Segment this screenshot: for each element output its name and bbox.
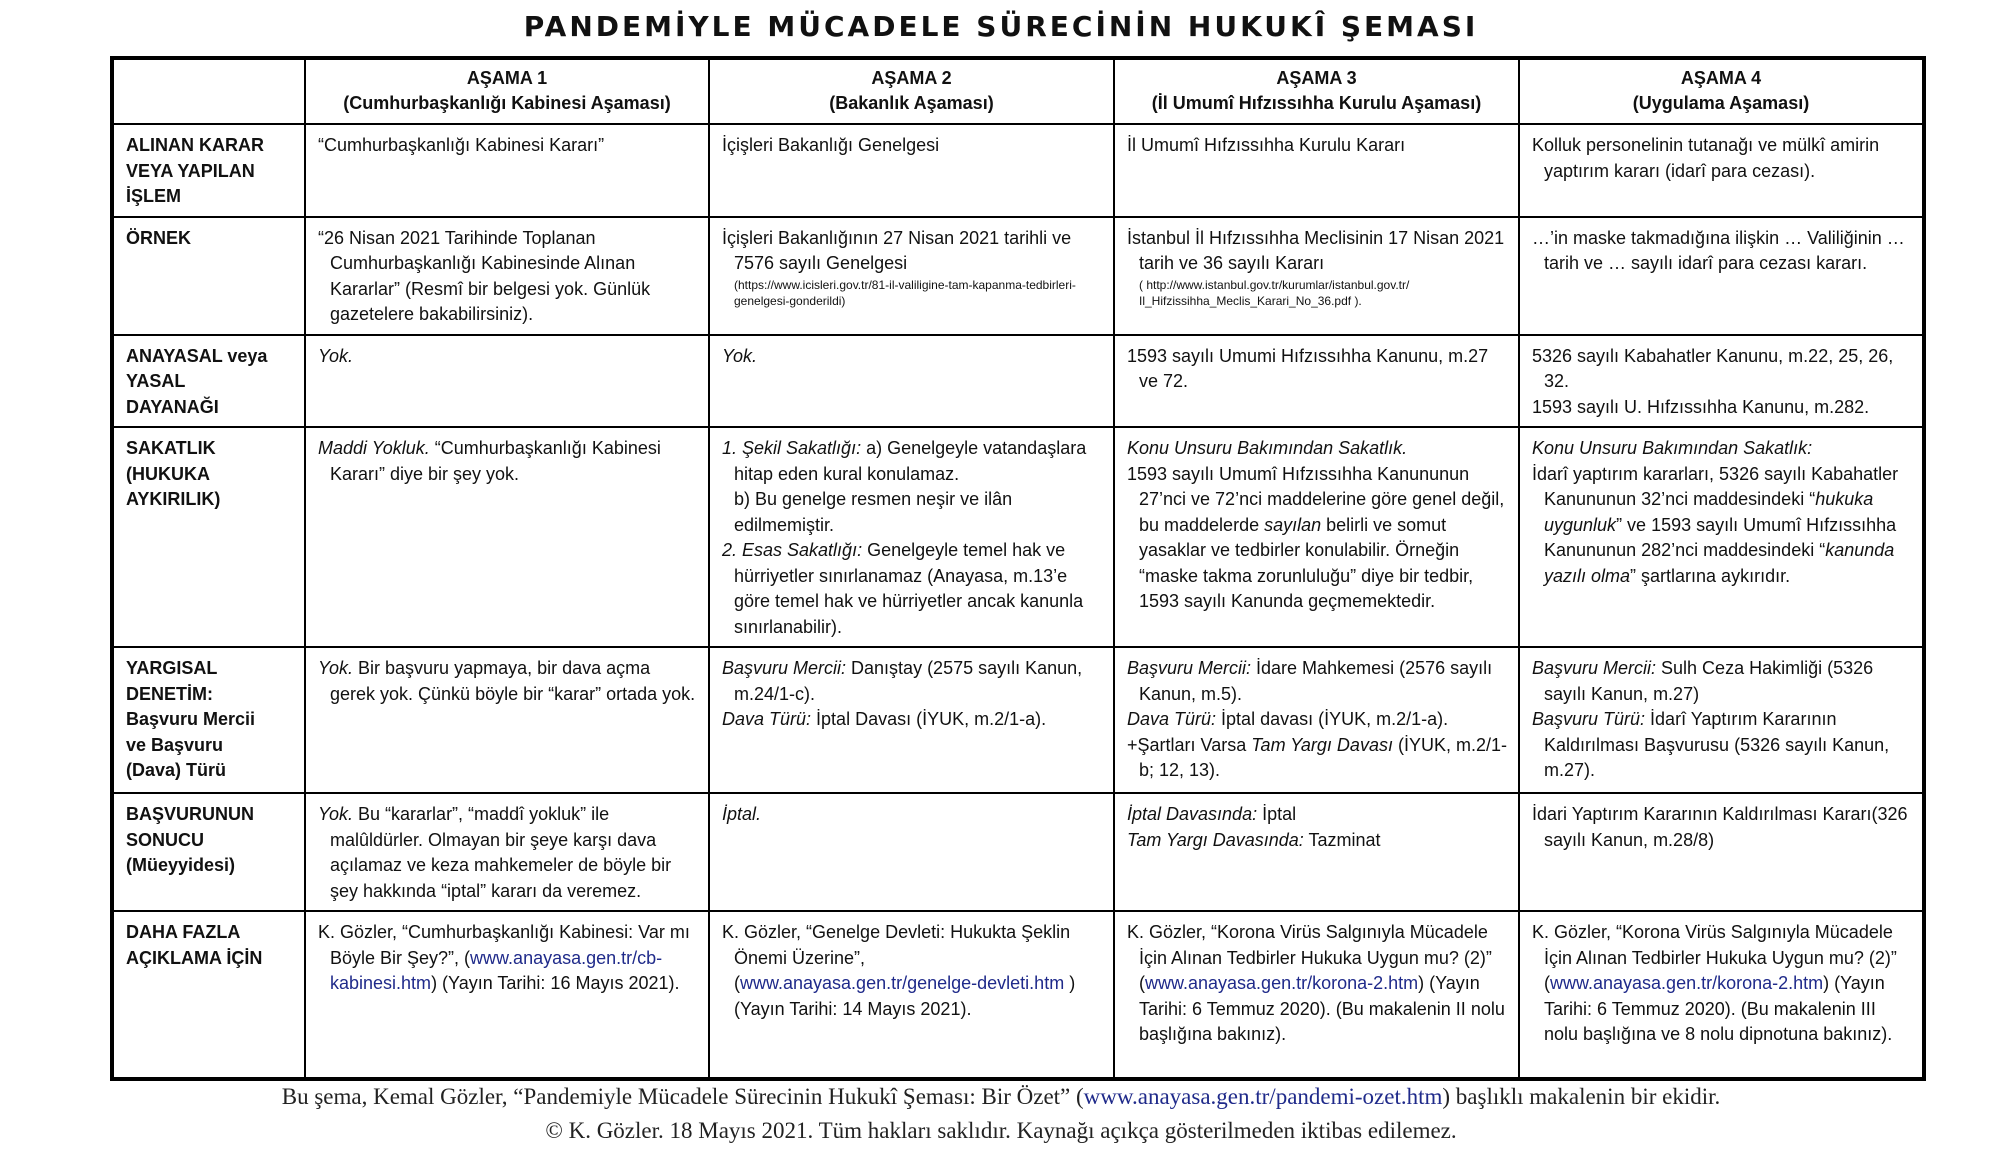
cell-legal-basis-stage-4: 5326 sayılı Kabahatler Kanunu, m.22, 25, 26, 32. 1593 sayılı U. Hıfzıssıhha Kanunu, m.282. [1519, 335, 1924, 428]
cell-outcome-stage-3: İptal Davasında: İptal Tam Yargı Davasında: Tazminat [1114, 793, 1519, 911]
reference-link[interactable]: www.anayasa.gen.tr/cb-kabinesi.htm [330, 947, 663, 993]
row-outcome [112, 793, 1924, 911]
row-header-judicial-review: YARGISAL DENETİM: Başvuru Mercii ve Başvuru (Dava) Türü [112, 647, 305, 793]
cell-example-stage-4: …’in maske takmadığına ilişkin … Valiliğinin … tarih ve … sayılı idarî para cezası kararı. [1519, 217, 1924, 335]
column-header-stage-3 [1114, 58, 1519, 124]
reference-link[interactable]: www.anayasa.gen.tr/korona-2.htm [1550, 973, 1824, 993]
row-header-decision: ALINAN KARAR VEYA YAPILAN İŞLEM [112, 124, 305, 217]
row-header-further-reading: DAHA FAZLA AÇIKLAMA İÇİN [112, 911, 305, 1079]
reference-link[interactable]: www.anayasa.gen.tr/genelge-devleti.htm [740, 973, 1065, 993]
row-example [112, 217, 1924, 335]
copyright-note: © K. Gözler. 18 Mayıs 2021. Tüm hakları saklıdır. Kaynağı açıkça gösterilmeden iktibas edilemez. [545, 1118, 1457, 1143]
cell-decision-stage-4: Kolluk personelinin tutanağı ve mülkî amirin yaptırım kararı (idarî para cezası). [1519, 124, 1924, 217]
cell-further-reading-stage-3: K. Gözler, “Korona Virüs Salgınıyla Mücadele İçin Alınan Tedbirler Hukuka Uygun mu? (2)” (www.anayasa.gen.tr/korona-2.htm) (Yayın Tarihi: 6 Temmuz 2020). (Bu makalenin II nolu başlığına bakınız). [1114, 911, 1519, 1079]
cell-defect-stage-1: Maddi Yokluk. “Cumhurbaşkanlığı Kabinesi Kararı” diye bir şey yok. [305, 427, 709, 647]
page-title: PANDEMİYLE MÜCADELE SÜRECİNİN HUKUKÎ ŞEMASI [523, 10, 1479, 43]
cell-further-reading-stage-1: K. Gözler, “Cumhurbaşkanlığı Kabinesi: Var mı Böyle Bir Şey?”, (www.anayasa.gen.tr/cb-kabinesi.htm) (Yayın Tarihi: 16 Mayıs 2021). [305, 911, 709, 1079]
cell-judicial-review-stage-3: Başvuru Mercii: İdare Mahkemesi (2576 sayılı Kanun, m.5). Dava Türü: İptal davası (İYUK, m.2/1-a). +Şartları Varsa Tam Yargı Davası (İYUK, m.2/1-b; 12, 13). [1114, 647, 1519, 793]
row-header-legal-basis: ANAYASAL veya YASAL DAYANAĞI [112, 335, 305, 428]
cell-legal-basis-stage-2: Yok. [709, 335, 1114, 428]
source-url: (https://www.icisleri.gov.tr/81-il-valiligine-tam-kapanma-tedbirleri-genelgesi-gonderildi) [734, 277, 1076, 308]
cell-example-stage-1: “26 Nisan 2021 Tarihinde Toplanan Cumhurbaşkanlığı Kabinesinde Alınan Kararlar” (Resmî bir belgesi yok. Günlük gazetelere bakabilirsiniz). [305, 217, 709, 335]
reference-link[interactable]: www.anayasa.gen.tr/korona-2.htm [1145, 973, 1419, 993]
column-header-stage-2 [709, 58, 1114, 124]
corner-cell [112, 58, 305, 124]
cell-decision-stage-2: İçişleri Bakanlığı Genelgesi [709, 124, 1114, 217]
cell-legal-basis-stage-3: 1593 sayılı Umumi Hıfzıssıhha Kanunu, m.27 ve 72. [1114, 335, 1519, 428]
cell-judicial-review-stage-1: Yok. Bir başvuru yapmaya, bir dava açma gerek yok. Çünkü böyle bir “karar” ortada yok. [305, 647, 709, 793]
source-url: ( http://www.istanbul.gov.tr/kurumlar/istanbul.gov.tr/ Il_Hifzissihha_Meclis_Karari_No_36.pdf ). [1139, 277, 1410, 308]
cell-decision-stage-1: “Cumhurbaşkanlığı Kabinesi Kararı” [305, 124, 709, 217]
row-decision [112, 124, 1924, 217]
cell-judicial-review-stage-2: Başvuru Mercii: Danıştay (2575 sayılı Kanun, m.24/1-c). Dava Türü: İptal Davası (İYUK, m.2/1-a). [709, 647, 1114, 793]
column-header-sub: (Cumhurbaşkanlığı Kabinesi Aşaması) [343, 93, 671, 113]
column-header-label: AŞAMA 3 [1276, 68, 1357, 88]
cell-example-stage-2: İçişleri Bakanlığının 27 Nisan 2021 tarihli ve 7576 sayılı Genelgesi (https://www.icisleri.gov.tr/81-il-valiligine-tam-kapanma-tedbirleri-genelgesi-gonderildi) [709, 217, 1114, 335]
cell-further-reading-stage-4: K. Gözler, “Korona Virüs Salgınıyla Mücadele İçin Alınan Tedbirler Hukuka Uygun mu? (2)” (www.anayasa.gen.tr/korona-2.htm) (Yayın Tarihi: 6 Temmuz 2020). (Bu makalenin III nolu başlığına ve 8 nolu dipnotuna bakınız). [1519, 911, 1924, 1079]
footer-note: Bu şema, Kemal Gözler, “Pandemiyle Mücadele Sürecinin Hukukî Şeması: Bir Özet” (www.anayasa.gen.tr/pandemi-ozet.htm) başlıklı makalenin bir ekidir. [281, 1084, 1721, 1109]
column-header-sub: (Uygulama Aşaması) [1632, 93, 1810, 113]
header-row [112, 58, 1924, 124]
cell-outcome-stage-4: İdari Yaptırım Kararının Kaldırılması Kararı(326 sayılı Kanun, m.28/8) [1519, 793, 1924, 911]
cell-defect-stage-2: 1. Şekil Sakatlığı: a) Genelgeyle vatandaşlara hitap eden kural konulamaz. b) Bu genelge resmen neşir ve ilân edilmemiştir. 2. Esas Sakatlığı: Genelgeyle temel hak ve hürriyetler sınırlanamaz (Anayasa, m.13’e göre temel hak ve hürriyetler ancak kanunla sınırlanabilir). [709, 427, 1114, 647]
cell-example-stage-3: İstanbul İl Hıfzıssıhha Meclisinin 17 Nisan 2021 tarih ve 36 sayılı Kararı ( http://www.istanbul.gov.tr/kurumlar/istanbul.gov.tr/ Il_Hifzissihha_Meclis_Karari_No_36.pdf ). [1114, 217, 1519, 335]
cell-defect-stage-3: Konu Unsuru Bakımından Sakatlık. 1593 sayılı Umumî Hıfzıssıhha Kanununun 27’nci ve 72’nci maddelerine göre genel değil, bu maddelerde sayılan belirli ve somut yasaklar ve tedbirler konulabilir. Örneğin “maske takma zorunluluğu” diye bir tedbir, 1593 sayılı Kanunda geçmemektedir. [1114, 427, 1519, 647]
row-legal-basis [112, 335, 1924, 428]
cell-judicial-review-stage-4: Başvuru Mercii: Sulh Ceza Hakimliği (5326 sayılı Kanun, m.27) Başvuru Türü: İdarî Yaptırım Kararının Kaldırılması Başvurusu (5326 sayılı Kanun, m.27). [1519, 647, 1924, 793]
column-header-label: AŞAMA 4 [1680, 68, 1762, 88]
row-header-outcome: BAŞVURUNUN SONUCU (Müeyyidesi) [112, 793, 305, 911]
legal-schema-table [110, 56, 1926, 1081]
row-further-reading [112, 911, 1924, 1079]
cell-further-reading-stage-2: K. Gözler, “Genelge Devleti: Hukukta Şeklin Önemi Üzerine”, (www.anayasa.gen.tr/genelge-devleti.htm ) (Yayın Tarihi: 14 Mayıs 2021). [709, 911, 1114, 1079]
cell-legal-basis-stage-1: Yok. [305, 335, 709, 428]
cell-outcome-stage-1: Yok. Bu “kararlar”, “maddî yokluk” ile malûldürler. Olmayan bir şeye karşı dava açılamaz ve keza mahkemeler de böyle bir şey hakkında “iptal” kararı da veremez. [305, 793, 709, 911]
cell-defect-stage-4: Konu Unsuru Bakımından Sakatlık: İdarî yaptırım kararları, 5326 sayılı Kabahatler Kanununun 32’nci maddesindeki “hukuka uygunluk” ve 1593 sayılı Umumî Hıfzıssıhha Kanununun 282’nci maddesindeki “kanunda yazılı olma” şartlarına aykırıdır. [1519, 427, 1924, 647]
column-header-stage-4 [1519, 58, 1924, 124]
row-judicial-review [112, 647, 1924, 793]
column-header-sub: (İl Umumî Hıfzıssıhha Kurulu Aşaması) [1151, 93, 1482, 113]
column-header-sub: (Bakanlık Aşaması) [829, 93, 994, 113]
cell-decision-stage-3: İl Umumî Hıfzıssıhha Kurulu Kararı [1114, 124, 1519, 217]
cell-outcome-stage-2: İptal. [709, 793, 1114, 911]
column-header-label: AŞAMA 1 [466, 68, 548, 88]
footer-link[interactable]: www.anayasa.gen.tr/pandemi-ozet.htm [1083, 1084, 1443, 1109]
column-header-label: AŞAMA 2 [871, 68, 952, 88]
row-header-defect: SAKATLIK (HUKUKA AYKIRILIK) [112, 427, 305, 647]
row-defect [112, 427, 1924, 647]
row-header-example: ÖRNEK [112, 217, 305, 335]
column-header-stage-1 [305, 58, 709, 124]
